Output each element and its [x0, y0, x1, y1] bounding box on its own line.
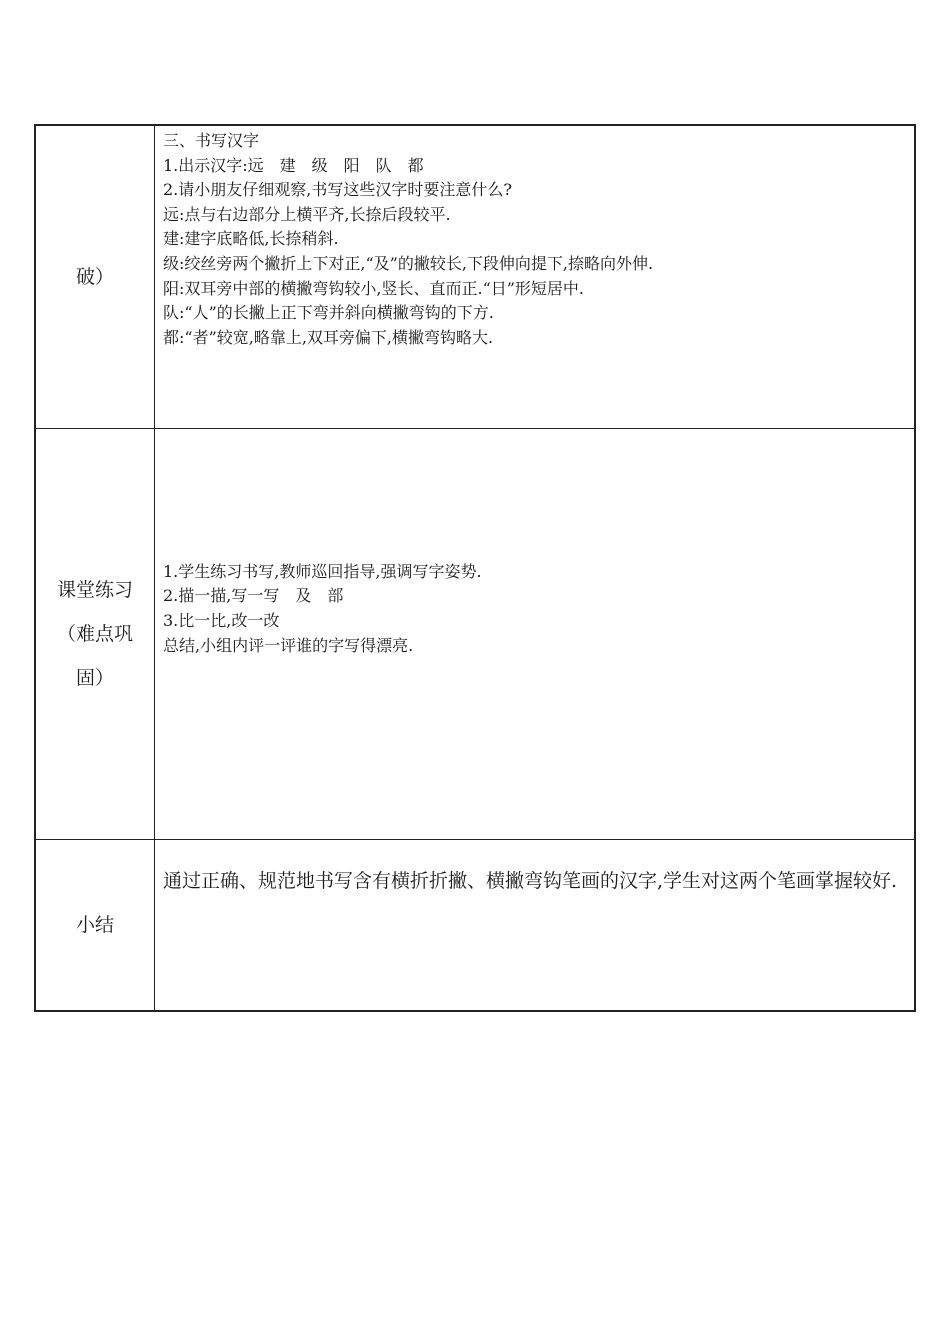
content-line: 远:点与右边部分上横平齐,长捺后段较平.: [163, 204, 451, 224]
content-line: 2.请小朋友仔细观察,书写这些汉字时要注意什么?: [163, 180, 512, 200]
content-line: 队:“人”的长撇上正下弯并斜向横撇弯钩的下方.: [163, 303, 494, 323]
row-content: [155, 840, 916, 1012]
row-content: [155, 429, 916, 840]
content-line: 3.比一比,改一改: [163, 611, 280, 630]
row-label-line: 破）: [75, 266, 114, 288]
table-row: [35, 840, 915, 1012]
content-line: 建:建字底略低,长捺稍斜.: [163, 229, 339, 249]
content-line: 1.学生练习书写,教师巡回指导,强调写字姿势.: [163, 561, 482, 581]
table-row: [35, 429, 915, 840]
row-label-line: （难点巩: [56, 623, 133, 645]
content-line: 都:“者”较宽,略靠上,双耳旁偏下,横撇弯钩略大.: [163, 327, 494, 347]
content-line: 1.出示汉字:远 建 级 阳 队 都: [163, 155, 424, 175]
content-line: 2.描一描,写一写 及 部: [163, 586, 344, 606]
content-line: 三、书写汉字: [163, 131, 260, 150]
row-label: [35, 429, 155, 840]
content-line: 阳:双耳旁中部的横撇弯钩较小,竖长、直而正.“日”形短居中.: [163, 278, 585, 298]
row-label: [35, 840, 155, 1012]
content-line: 总结,小组内评一评谁的字写得漂亮.: [163, 635, 414, 655]
row-label-line: 固）: [75, 667, 114, 689]
summary-text: 通过正确、规范地书写含有横折折撇、横撇弯钩笔画的汉字,学生对这两个笔画掌握较好.: [163, 870, 898, 892]
row-label-line: 小结: [75, 914, 114, 936]
content-line: 级:绞丝旁两个撇折上下对正,“及”的撇较长,下段伸向提下,捺略向外伸.: [163, 253, 654, 273]
table-row: [35, 125, 915, 429]
row-label: [35, 125, 155, 429]
row-label-line: 课堂练习: [56, 579, 133, 601]
row-content: [155, 125, 916, 429]
lesson-plan-table: [34, 124, 916, 1012]
